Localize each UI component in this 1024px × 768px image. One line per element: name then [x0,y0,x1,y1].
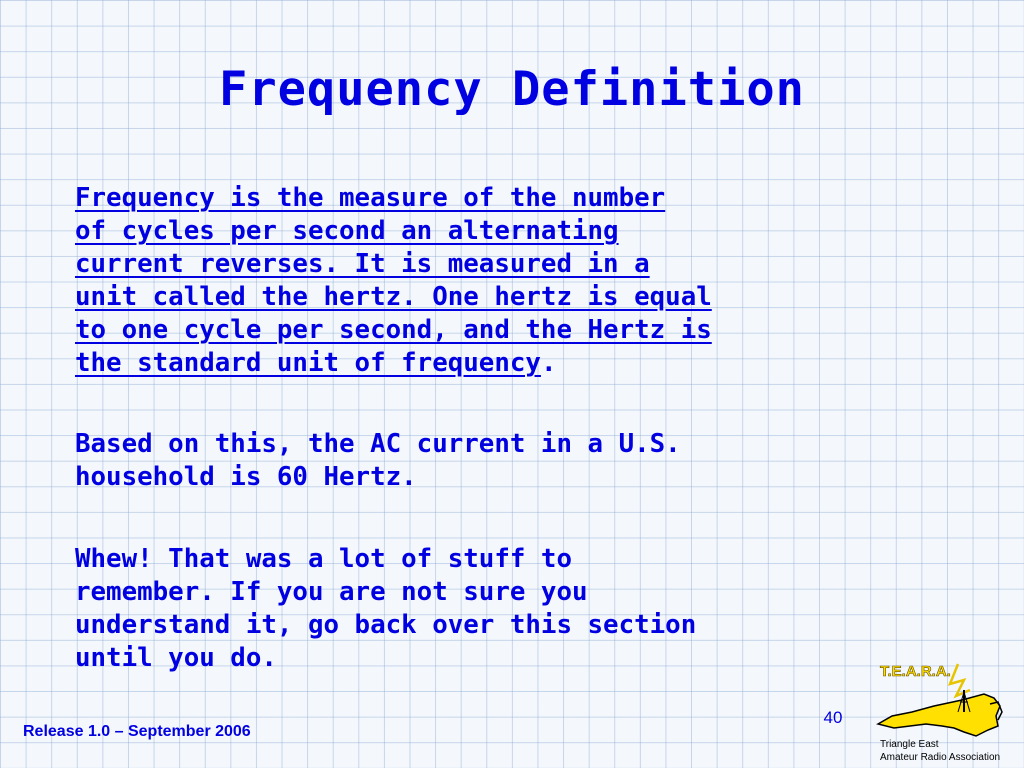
household-paragraph: Based on this, the AC current in a U.S. household is 60 Hertz. [75,429,681,492]
page-number: 40 [823,708,843,727]
logo-org-line1: Triangle East [880,739,939,750]
lightning-icon [950,664,970,696]
definition-paragraph [75,182,945,380]
closing-paragraph: Whew! That was a lot of stuff to remember. If you are not sure you understand it, go back over this section until you do. [75,544,697,673]
release-footer: Release 1.0 – September 2006 [23,723,251,740]
logo-acronym: T.E.A.R.A. [880,663,951,680]
logo-org-line2: Amateur Radio Association [880,752,1001,763]
north-carolina-map-icon [878,694,1000,736]
slide-title: Frequency Definition [219,62,805,117]
teara-logo [872,656,1012,764]
definition-text: Frequency is the measure of the number of cycles per second an alternating current reverses. It is measured in a unit called the hertz. One hertz is equal to one cycle per second, and the Hertz is the standard unit of frequency [75,183,712,378]
definition-period: . [540,348,557,378]
